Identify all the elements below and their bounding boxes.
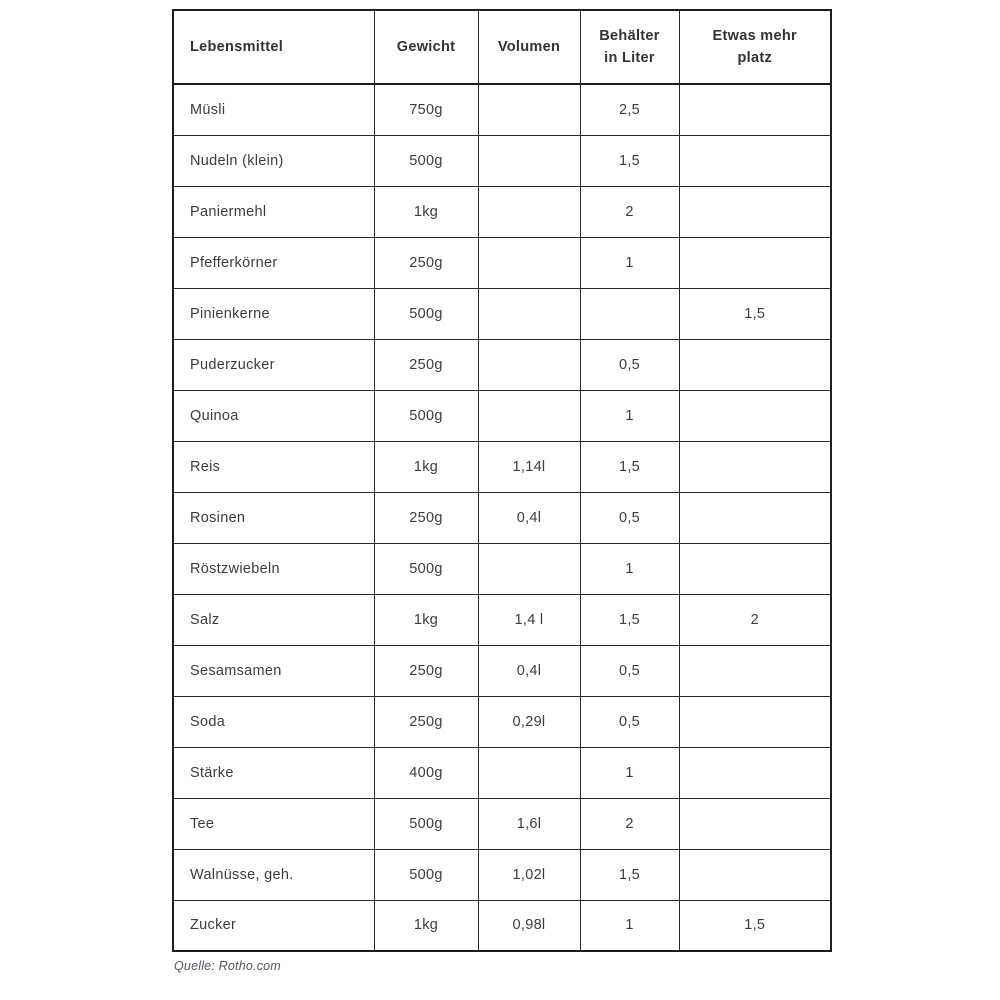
cell-mehr_platz (679, 849, 831, 900)
cell-lebensmittel: Pinienkerne (173, 288, 374, 339)
cell-volumen (478, 339, 580, 390)
table-row (173, 798, 831, 849)
cell-lebensmittel: Röstzwiebeln (173, 543, 374, 594)
cell-gewicht: 1kg (374, 186, 478, 237)
cell-lebensmittel: Soda (173, 696, 374, 747)
cell-volumen: 0,4l (478, 492, 580, 543)
cell-volumen: 1,02l (478, 849, 580, 900)
cell-mehr_platz (679, 390, 831, 441)
cell-gewicht: 400g (374, 747, 478, 798)
cell-mehr_platz: 2 (679, 594, 831, 645)
cell-behaelter: 1 (580, 747, 679, 798)
cell-volumen (478, 135, 580, 186)
cell-mehr_platz (679, 339, 831, 390)
cell-gewicht: 750g (374, 84, 478, 135)
cell-mehr_platz (679, 696, 831, 747)
cell-behaelter: 1,5 (580, 135, 679, 186)
cell-lebensmittel: Quinoa (173, 390, 374, 441)
column-header-behaelter: Behälter in Liter (580, 10, 679, 84)
cell-mehr_platz (679, 84, 831, 135)
cell-gewicht: 1kg (374, 441, 478, 492)
table-row (173, 543, 831, 594)
table-row (173, 696, 831, 747)
table-row (173, 339, 831, 390)
cell-gewicht: 500g (374, 135, 478, 186)
column-header-mehr_platz: Etwas mehr platz (679, 10, 831, 84)
table-row (173, 441, 831, 492)
cell-gewicht: 250g (374, 237, 478, 288)
cell-mehr_platz: 1,5 (679, 900, 831, 951)
cell-lebensmittel: Sesamsamen (173, 645, 374, 696)
cell-volumen: 1,6l (478, 798, 580, 849)
table-row (173, 237, 831, 288)
cell-behaelter (580, 288, 679, 339)
cell-mehr_platz (679, 492, 831, 543)
cell-behaelter: 1 (580, 390, 679, 441)
cell-lebensmittel: Rosinen (173, 492, 374, 543)
cell-volumen (478, 390, 580, 441)
cell-mehr_platz (679, 798, 831, 849)
cell-behaelter: 0,5 (580, 339, 679, 390)
table-row (173, 645, 831, 696)
table-row (173, 747, 831, 798)
cell-behaelter: 2 (580, 798, 679, 849)
cell-mehr_platz (679, 543, 831, 594)
cell-mehr_platz (679, 441, 831, 492)
cell-volumen (478, 237, 580, 288)
cell-volumen (478, 543, 580, 594)
cell-volumen: 0,29l (478, 696, 580, 747)
table-row (173, 390, 831, 441)
cell-behaelter: 1,5 (580, 441, 679, 492)
cell-gewicht: 1kg (374, 900, 478, 951)
cell-lebensmittel: Puderzucker (173, 339, 374, 390)
source-credit: Quelle: Rotho.com (174, 959, 281, 973)
column-header-gewicht: Gewicht (374, 10, 478, 84)
cell-behaelter: 2,5 (580, 84, 679, 135)
cell-gewicht: 250g (374, 339, 478, 390)
cell-lebensmittel: Salz (173, 594, 374, 645)
cell-mehr_platz (679, 186, 831, 237)
cell-volumen: 1,4 l (478, 594, 580, 645)
cell-behaelter: 2 (580, 186, 679, 237)
cell-volumen (478, 186, 580, 237)
cell-mehr_platz (679, 747, 831, 798)
table-row (173, 186, 831, 237)
cell-mehr_platz: 1,5 (679, 288, 831, 339)
cell-volumen: 1,14l (478, 441, 580, 492)
cell-gewicht: 1kg (374, 594, 478, 645)
table-body (173, 84, 831, 951)
table-row (173, 900, 831, 951)
table-row (173, 492, 831, 543)
cell-behaelter: 1 (580, 237, 679, 288)
header-row (173, 10, 831, 84)
cell-gewicht: 500g (374, 849, 478, 900)
cell-lebensmittel: Reis (173, 441, 374, 492)
cell-behaelter: 0,5 (580, 696, 679, 747)
cell-behaelter: 1 (580, 543, 679, 594)
cell-volumen: 0,4l (478, 645, 580, 696)
cell-volumen: 0,98l (478, 900, 580, 951)
food-storage-table (172, 9, 832, 952)
cell-gewicht: 500g (374, 543, 478, 594)
cell-gewicht: 500g (374, 798, 478, 849)
cell-behaelter: 1 (580, 900, 679, 951)
cell-lebensmittel: Walnüsse, geh. (173, 849, 374, 900)
cell-gewicht: 500g (374, 390, 478, 441)
cell-lebensmittel: Nudeln (klein) (173, 135, 374, 186)
cell-lebensmittel: Tee (173, 798, 374, 849)
cell-lebensmittel: Stärke (173, 747, 374, 798)
cell-mehr_platz (679, 237, 831, 288)
column-header-lebensmittel: Lebensmittel (173, 10, 374, 84)
cell-behaelter: 1,5 (580, 849, 679, 900)
column-header-volumen: Volumen (478, 10, 580, 84)
cell-volumen (478, 288, 580, 339)
cell-behaelter: 0,5 (580, 492, 679, 543)
cell-lebensmittel: Pfefferkörner (173, 237, 374, 288)
cell-gewicht: 250g (374, 696, 478, 747)
table-row (173, 849, 831, 900)
table-row (173, 135, 831, 186)
table-row (173, 594, 831, 645)
cell-gewicht: 250g (374, 492, 478, 543)
table-container (172, 9, 832, 973)
cell-gewicht: 250g (374, 645, 478, 696)
table-row (173, 84, 831, 135)
cell-volumen (478, 84, 580, 135)
cell-gewicht: 500g (374, 288, 478, 339)
cell-behaelter: 1,5 (580, 594, 679, 645)
table-row (173, 288, 831, 339)
cell-mehr_platz (679, 135, 831, 186)
cell-lebensmittel: Zucker (173, 900, 374, 951)
cell-behaelter: 0,5 (580, 645, 679, 696)
cell-lebensmittel: Müsli (173, 84, 374, 135)
cell-mehr_platz (679, 645, 831, 696)
cell-volumen (478, 747, 580, 798)
cell-lebensmittel: Paniermehl (173, 186, 374, 237)
